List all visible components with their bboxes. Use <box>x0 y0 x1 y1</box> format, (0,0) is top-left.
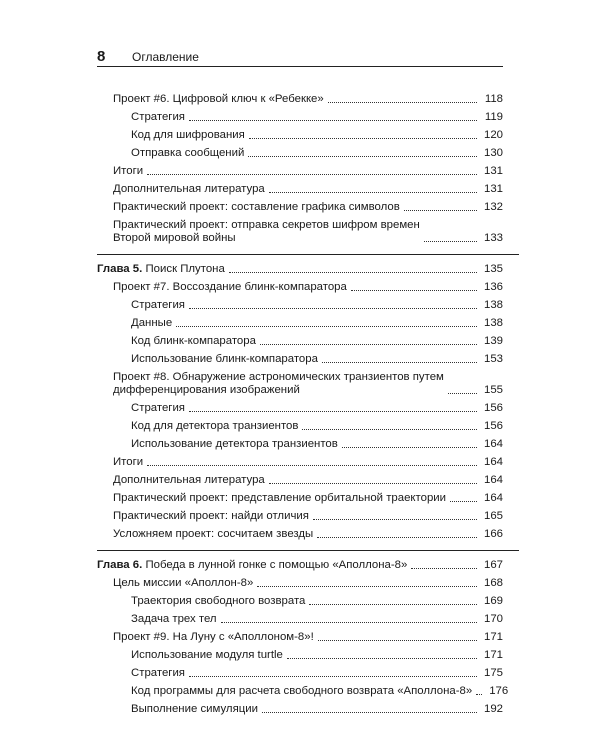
page-ref: 119 <box>484 111 503 123</box>
dot-leader <box>313 519 477 520</box>
toc-group-chapter5 <box>113 281 503 541</box>
toc-subsection[interactable] <box>113 649 503 662</box>
dot-leader <box>257 586 477 587</box>
toc-subsection[interactable] <box>113 667 503 680</box>
page-ref: 131 <box>483 183 503 195</box>
entry-title-line1: Практический проект: отправка секретов шифром времен <box>113 219 420 231</box>
toc-subsection[interactable] <box>113 685 509 698</box>
toc-section[interactable] <box>113 201 503 214</box>
toc-subsection[interactable] <box>113 111 503 124</box>
entry-title: дифференцирования изображений <box>113 384 300 396</box>
page-ref: 139 <box>483 335 503 347</box>
page-ref: 176 <box>489 685 509 697</box>
toc-section[interactable] <box>113 371 503 397</box>
chapter-title: Поиск Плутона <box>145 263 225 275</box>
dot-leader <box>318 640 477 641</box>
entry-title: Итоги <box>113 456 144 468</box>
running-header <box>97 44 503 67</box>
entry-title: Код блинк-компаратора <box>131 335 256 347</box>
entry-title: Отправка сообщений <box>131 147 245 159</box>
dot-leader <box>147 174 477 175</box>
dot-leader <box>147 465 477 466</box>
chapter-label: Глава 5. <box>97 263 143 275</box>
dot-leader <box>404 210 477 211</box>
page-ref: 155 <box>483 384 503 396</box>
page-ref: 135 <box>483 263 503 275</box>
page-ref: 138 <box>483 317 503 329</box>
toc-subsection[interactable] <box>113 402 503 415</box>
page-ref: 164 <box>483 438 503 450</box>
entry-title: Код программы для расчета свободного возврата «Аполлона-8» <box>131 685 473 697</box>
toc-section[interactable] <box>113 219 503 245</box>
page-ref: 192 <box>483 703 503 715</box>
entry-title: Стратегия <box>131 402 185 414</box>
dot-leader <box>189 308 477 309</box>
table-of-contents <box>97 88 509 716</box>
dot-leader <box>448 393 477 394</box>
toc-section[interactable] <box>113 510 503 523</box>
entry-title: Выполнение симуляции <box>131 703 258 715</box>
page-ref: 171 <box>483 649 503 661</box>
page-ref: 168 <box>483 577 503 589</box>
dot-leader <box>342 447 477 448</box>
entry-title: Проект #9. На Луну с «Аполлоном-8»! <box>113 631 314 643</box>
entry-title: Проект #7. Воссоздание блинк-компаратора <box>113 281 347 293</box>
entry-title: Использование блинк-компаратора <box>131 353 318 365</box>
dot-leader <box>322 362 477 363</box>
dot-leader <box>248 156 477 157</box>
toc-subsection[interactable] <box>113 703 503 716</box>
toc-subsection[interactable] <box>113 438 503 451</box>
dot-leader <box>411 568 477 569</box>
dot-leader <box>262 712 477 713</box>
chapter-label: Глава 6. <box>97 559 143 571</box>
entry-title: Цель миссии «Аполлон-8» <box>113 577 254 589</box>
entry-title: Код для детектора транзиентов <box>131 420 299 432</box>
toc-subsection[interactable] <box>113 129 503 142</box>
dot-leader <box>450 501 477 502</box>
dot-leader <box>424 241 477 242</box>
toc-subsection[interactable] <box>113 299 503 312</box>
section-divider <box>97 254 519 255</box>
dot-leader <box>176 326 477 327</box>
page-ref: 165 <box>483 510 503 522</box>
page-ref: 166 <box>483 528 503 540</box>
dot-leader <box>302 429 477 430</box>
toc-subsection[interactable] <box>113 353 503 366</box>
dot-leader <box>287 658 477 659</box>
toc-section[interactable] <box>113 165 503 178</box>
page-ref: 170 <box>483 613 503 625</box>
toc-section[interactable] <box>113 577 503 590</box>
page-ref: 130 <box>483 147 503 159</box>
toc-subsection[interactable] <box>113 147 503 160</box>
page-ref: 171 <box>483 631 503 643</box>
section-divider <box>97 550 519 551</box>
page-ref: 175 <box>483 667 503 679</box>
page-number: 8 <box>97 48 106 65</box>
toc-section[interactable] <box>113 281 503 294</box>
entry-title: Практический проект: составление графика символов <box>113 201 400 213</box>
entry-title: Использование модуля turtle <box>131 649 283 661</box>
toc-subsection[interactable] <box>113 335 503 348</box>
page-ref: 164 <box>483 492 503 504</box>
toc-chapter-6[interactable] <box>97 559 503 572</box>
page-ref: 118 <box>484 93 503 105</box>
page-ref: 133 <box>483 232 503 244</box>
page-ref: 120 <box>483 129 503 141</box>
entry-title: Проект #6. Цифровой ключ к «Ребекке» <box>113 93 324 105</box>
dot-leader <box>189 411 477 412</box>
toc-section[interactable] <box>113 631 503 644</box>
dot-leader <box>221 622 477 623</box>
entry-title-line1: Проект #8. Обнаружение астрономических транзиентов путем <box>113 371 444 383</box>
entry-title: Практический проект: найди отличия <box>113 510 309 522</box>
entry-title: Дополнительная литература <box>113 474 265 486</box>
entry-title: Траектория свободного возврата <box>131 595 306 607</box>
toc-subsection[interactable] <box>113 613 503 626</box>
page-ref: 153 <box>483 353 503 365</box>
page-ref: 169 <box>483 595 503 607</box>
page-ref: 131 <box>483 165 503 177</box>
dot-leader <box>269 192 477 193</box>
page-ref: 164 <box>483 456 503 468</box>
dot-leader <box>249 138 477 139</box>
dot-leader <box>189 120 477 121</box>
entry-title: Практический проект: представление орбитальной траектории <box>113 492 447 504</box>
toc-chapter-5[interactable] <box>97 263 503 276</box>
entry-title: Второй мировой войны <box>113 232 236 244</box>
dot-leader <box>229 272 477 273</box>
dot-leader <box>260 344 477 345</box>
entry-title: Код для шифрования <box>131 129 245 141</box>
toc-subsection[interactable] <box>113 420 503 433</box>
toc-group-chapter4-tail <box>113 93 503 245</box>
chapter-title: Победа в лунной гонке с помощью «Аполлона-8» <box>145 559 408 571</box>
page-ref: 164 <box>483 474 503 486</box>
running-title: Оглавление <box>132 50 199 64</box>
page-ref: 167 <box>483 559 503 571</box>
dot-leader <box>309 604 477 605</box>
page-ref: 156 <box>483 402 503 414</box>
dot-leader <box>269 483 477 484</box>
toc-section[interactable] <box>113 456 503 469</box>
toc-section[interactable] <box>113 183 503 196</box>
entry-title: Стратегия <box>131 299 185 311</box>
toc-subsection[interactable] <box>113 317 503 330</box>
entry-title: Задача трех тел <box>131 613 217 625</box>
entry-title: Стратегия <box>131 667 185 679</box>
entry-title: Усложняем проект: сосчитаем звезды <box>113 528 314 540</box>
entry-title: Данные <box>131 317 173 329</box>
page-ref: 156 <box>483 420 503 432</box>
dot-leader <box>189 676 477 677</box>
entry-title: Итоги <box>113 165 144 177</box>
dot-leader <box>351 290 477 291</box>
page-ref: 138 <box>483 299 503 311</box>
page-ref: 132 <box>483 201 503 213</box>
toc-section[interactable] <box>113 474 503 487</box>
page-ref: 136 <box>483 281 503 293</box>
entry-title: Использование детектора транзиентов <box>131 438 338 450</box>
entry-title: Стратегия <box>131 111 185 123</box>
toc-group-chapter6 <box>113 577 509 716</box>
dot-leader <box>317 537 477 538</box>
toc-section[interactable] <box>113 528 503 541</box>
entry-title: Дополнительная литература <box>113 183 265 195</box>
toc-subsection[interactable] <box>113 595 503 608</box>
toc-section[interactable] <box>113 93 503 106</box>
toc-section[interactable] <box>113 492 503 505</box>
dot-leader <box>328 102 477 103</box>
